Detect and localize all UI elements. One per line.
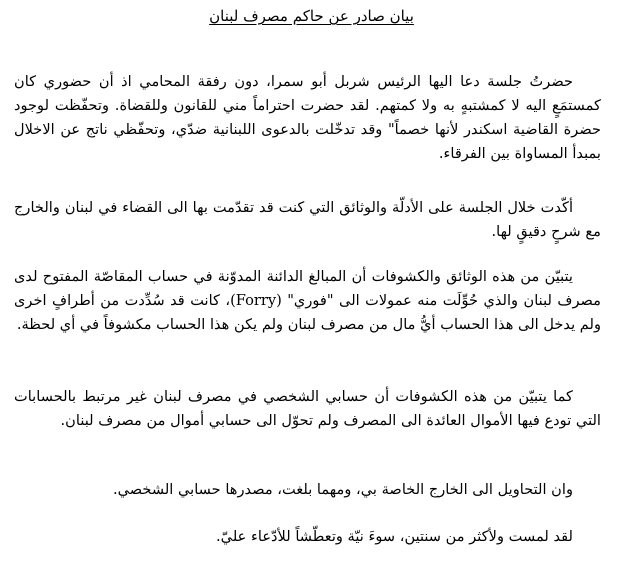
paragraph-bad-faith: لقد لمست ولأكثر من سنتين، سوءَ نيّة وتعطّشاً للأدّعاء عليّ.	[216, 528, 573, 545]
paragraph-personal-account: كما يتبيّن من هذه الكشوفات أن حسابي الشخصي في مصرف لبنان غير مرتبط بالحسابات التي تودع فيها الأموال العائدة الى المصرف ولم تحوّل الى حسابي أموال من مصرف لبنان.	[14, 388, 601, 429]
paragraph-transfers: وان التحاويل الى الخارج الخاصة بي، ومهما بلغت، مصدرها حسابي الشخصي.	[112, 481, 573, 498]
document-title: بيان صادر عن حاكم مصرف لبنان	[209, 7, 414, 25]
paragraph-attendance: حضرتُ جلسة دعا اليها الرئيس شربل أبو سمرا، دون رفقة المحامي اذ أن حضوري كان كمستمَعٍ اليه لا كمشتبهٍ به ولا كمتهم. لقد حضرت احتراماً مني للقانون وللقضاة. وتحفّظت لوجود حضرة القاضية اسكندر لأنها خصماً" وقد تدخّلت بالدعوى اللبنانية ضدّي، وتحفّظي ناتج عن الاخلال بمبدأ المساواة بين الفرقاء.	[14, 73, 601, 162]
paragraph-clearing-account: يتبيّن من هذه الوثائق والكشوفات أن المبالغ الدائنة المدوّنة في حساب المقاصّة المفتوح لدى مصرف لبنان والذي حُوِّلَت منه عمولات الى "فوري" (Forry)، كانت قد سُدِّدت من أطرافٍ اخرى ولم يدخل الى هذا الحساب أيُّ مال من مصرف لبنان ولم يكن هذا الحساب مكشوفاً في أي لحظة.	[14, 268, 601, 333]
paragraph-evidence: أكّدت خلال الجلسة على الأدلّة والوثائق التي كنت قد تقدّمت بها الى القضاء في لبنان والخارج مع شرحٍ دقيقٍ لها.	[14, 199, 601, 240]
